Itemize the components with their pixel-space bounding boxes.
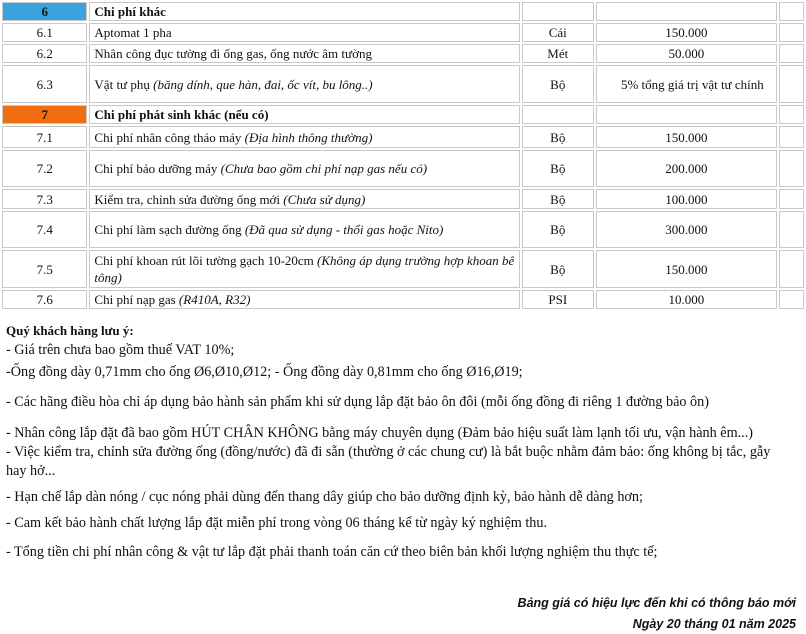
row-number: 7.5: [2, 250, 87, 288]
note-item: - Hạn chế lắp dàn nóng / cục nóng phải dùng đến thang dây giúp cho bảo dưỡng định kỳ, bảo hành dễ dàng hơn;: [6, 489, 643, 505]
desc-note: (Chưa bao gồm chi phí nạp gas nếu có): [220, 161, 428, 176]
table-row: [2, 250, 804, 288]
row-price: 5% tổng giá trị vật tư chính: [596, 65, 777, 103]
note-item: - Việc kiểm tra, chỉnh sửa đường ống (đồng/nước) đã đi sẵn (thường ở các chung cư) là bắt buộc nhằm đảm bảo: ống không bị tắc, gẫy hay hở...: [6, 444, 771, 479]
desc-note: (Đã qua sử dụng - thổi gas hoặc Nito): [244, 222, 444, 237]
section-title: Chi phí khác: [89, 2, 519, 21]
empty-cell: [779, 2, 804, 21]
desc-note: (băng dính, que hàn, đai, ốc vít, bu lông..): [153, 76, 373, 92]
row-description: [89, 211, 519, 248]
desc-text: Chi phí bảo dưỡng máy: [94, 161, 221, 176]
row-price: 150.000: [596, 250, 777, 288]
row-unit: Mét: [522, 44, 594, 63]
row-number: 7.6: [2, 290, 87, 309]
row-description: [89, 44, 519, 63]
desc-text: Chi phí nạp gas: [94, 292, 179, 307]
row-number: 7.3: [2, 189, 87, 209]
row-unit: Bộ: [522, 65, 594, 103]
row-number: 6.1: [2, 23, 87, 42]
issue-date: Ngày 20 tháng 01 năm 2025: [632, 617, 796, 631]
price-table: [0, 0, 806, 311]
row-price: 50.000: [596, 44, 777, 63]
empty-cell: [779, 150, 804, 187]
section-title: Chi phí phát sinh khác (nếu có): [89, 105, 519, 124]
empty-cell: [779, 105, 804, 124]
empty-cell: [522, 2, 594, 21]
row-description: [89, 290, 519, 309]
row-number: 6.2: [2, 44, 87, 63]
row-unit: Bộ: [522, 211, 594, 248]
note-item: - Các hãng điều hòa chỉ áp dụng bảo hành sản phẩm khi sử dụng lắp đặt bảo ôn đôi (mỗi ống đồng đi riêng 1 đường bảo ôn): [6, 394, 709, 410]
table-row: [2, 189, 804, 209]
desc-note: (Chưa sử dụng): [283, 191, 366, 207]
row-description: [89, 150, 519, 187]
row-unit: Bộ: [522, 150, 594, 187]
row-unit: Bộ: [522, 189, 594, 209]
note-item: - Tổng tiền chi phí nhân công & vật tư lắp đặt phải thanh toán căn cứ theo biên bản khối lượng nghiệm thu thực tế;: [6, 544, 658, 560]
desc-text: Chi phí làm sạch đường ống: [94, 222, 245, 237]
row-price: 200.000: [596, 150, 777, 187]
row-number: 6.3: [2, 65, 87, 103]
desc-note: (Địa hình thông thường): [244, 129, 373, 145]
desc-text: Kiểm tra, chỉnh sửa đường ống mới: [94, 191, 284, 207]
table-row: [2, 126, 804, 148]
row-description: [89, 65, 519, 103]
note-item: - Cam kết bảo hành chất lượng lắp đặt miễn phí trong vòng 06 tháng kể từ ngày ký nghiệm thu.: [6, 515, 548, 531]
row-description: [89, 23, 519, 42]
empty-cell: [779, 189, 804, 209]
desc-text: Chi phí nhân công tháo máy: [94, 129, 245, 145]
empty-cell: [779, 211, 804, 248]
table-row: [2, 211, 804, 248]
row-description: [89, 126, 519, 148]
desc-text: Nhân công đục tường đi ống gas, ống nước âm tường: [94, 46, 372, 61]
section-row-6: [2, 2, 804, 21]
row-description: [89, 189, 519, 209]
note-item: - Giá trên chưa bao gồm thuế VAT 10%;: [6, 342, 235, 358]
table-row: [2, 44, 804, 63]
empty-cell: [522, 105, 594, 124]
empty-cell: [779, 65, 804, 103]
row-number: 7.2: [2, 150, 87, 187]
row-price: 150.000: [596, 126, 777, 148]
empty-cell: [779, 126, 804, 148]
empty-cell: [596, 105, 777, 124]
empty-cell: [779, 44, 804, 63]
empty-cell: [779, 250, 804, 288]
table-row: [2, 150, 804, 187]
note-item: -Ống đồng dày 0,71mm cho ống Ø6,Ø10,Ø12; - Ống đồng dày 0,81mm cho ống Ø16,Ø19;: [6, 364, 523, 380]
table-row: [2, 65, 804, 103]
row-unit: Bộ: [522, 126, 594, 148]
row-number: 7.4: [2, 211, 87, 248]
desc-note: (R410A, R32): [178, 292, 251, 307]
row-description: [89, 250, 519, 288]
row-unit: PSI: [522, 290, 594, 309]
row-price: 100.000: [596, 189, 777, 209]
desc-text: Aptomat 1 pha: [94, 25, 172, 40]
customer-notes: [6, 321, 806, 562]
row-unit: Bộ: [522, 250, 594, 288]
notes-title: Quý khách hàng lưu ý:: [6, 323, 134, 338]
row-price: 300.000: [596, 211, 777, 248]
row-number: 7.1: [2, 126, 87, 148]
row-price: 10.000: [596, 290, 777, 309]
desc-text: Chi phí khoan rút lõi tường gạch 10-20cm: [94, 253, 318, 268]
validity-note: Bảng giá có hiệu lực đến khi có thông báo mới: [517, 596, 796, 610]
row-price: 150.000: [596, 23, 777, 42]
table-row: [2, 290, 804, 309]
empty-cell: [779, 23, 804, 42]
row-unit: Cái: [522, 23, 594, 42]
desc-text: Vật tư phụ: [94, 76, 154, 92]
section-number: 6: [2, 2, 87, 21]
table-row: [2, 23, 804, 42]
empty-cell: [779, 290, 804, 309]
note-item: - Nhân công lắp đặt đã bao gồm HÚT CHÂN KHÔNG bằng máy chuyên dụng (Đảm bảo hiệu suất làm lạnh tối ưu, vận hành êm...): [6, 425, 753, 441]
desc-note: (Không áp dụng trường hợp khoan bê tông): [94, 253, 515, 285]
section-row-7: [2, 105, 804, 124]
section-number: 7: [2, 105, 87, 124]
empty-cell: [596, 2, 777, 21]
